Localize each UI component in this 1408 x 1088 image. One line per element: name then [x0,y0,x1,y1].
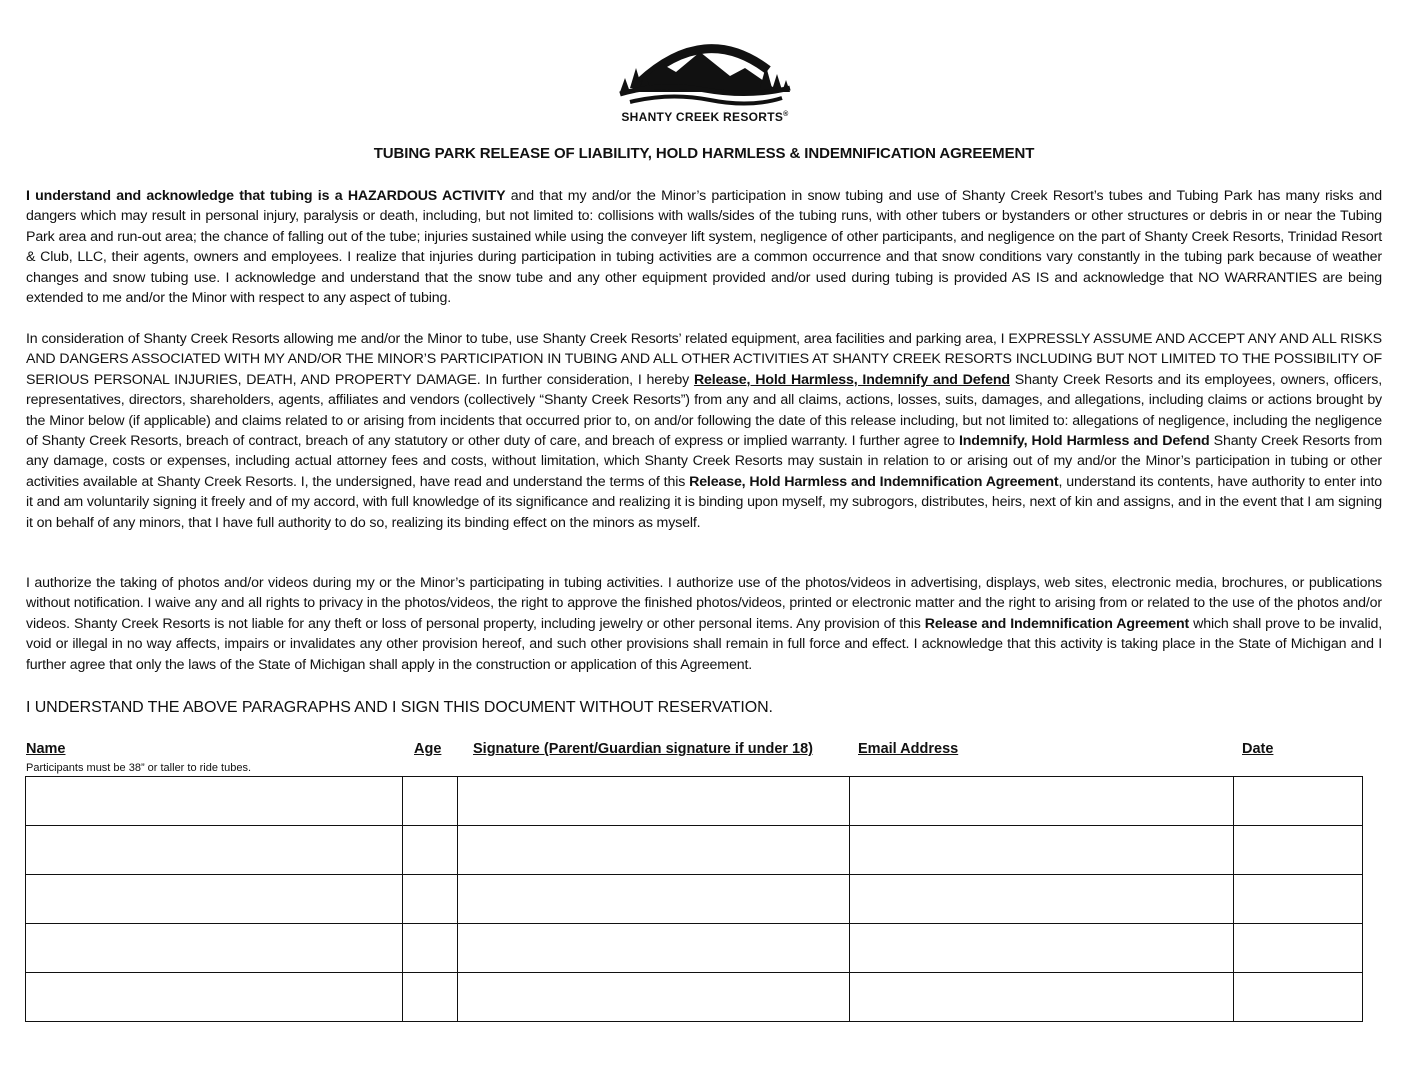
name-cell[interactable] [26,973,403,1022]
column-header-signature: Signature (Parent/Guardian signature if under 18) [473,741,814,757]
signature-cell[interactable] [457,875,850,924]
agreement-name-bold: Release, Hold Harmless and Indemnification Agreement [689,473,1059,490]
date-cell[interactable] [1234,875,1363,924]
document-title: TUBING PARK RELEASE OF LIABILITY, HOLD HARMLESS & INDEMNIFICATION AGREEMENT [373,145,1035,162]
date-cell[interactable] [1234,777,1363,826]
indemnify-bold: Indemnify, Hold Harmless and Defend [959,433,1210,450]
email-cell[interactable] [850,777,1234,826]
age-cell[interactable] [402,777,457,826]
release-text-3: Shanty Creek Resorts from any damage, costs or expenses, including actual attorney fees and costs, without limitation, which Shanty Creek Resorts may sustain in relation to or arising out of my and/or the Minor’s participation in tubing or other activities available at Shanty Creek Resorts. I, the undersigned, have read and understand the terms of this [26,433,1383,490]
agreement-bold: Release and Indemnification Agreement [924,615,1190,632]
signature-row [26,777,1363,826]
column-header-date: Date [1242,741,1274,757]
email-cell[interactable] [850,973,1234,1022]
photo-paragraph [26,573,1382,675]
logo-wordmark: SHANTY CREEK RESORTS® [621,110,789,124]
mountain-logo-icon [600,30,810,110]
column-header-age: Age [414,741,442,757]
shanty-creek-logo [600,30,810,130]
hazard-body: and that my and/or the Minor’s participation in snow tubing and use of Shanty Creek Resort’s tubes and Tubing Park has many risks and dangers which may result in personal injury, paralysis or death, including, but not limited to: collisions with walls/sides of the tubing runs, with other tubers or bystanders or other structures or debris in or near the Tubing Park area and run-out area; the chance of falling out of the tube; injuries sustained while using the conveyer lift system, negligence of other participants, and negligence on the part of Shanty Creek Resorts, Trinidad Resort & Club, LLC, their agents, owners and employees. I realize that injuries during participation in tubing activities are a common occurrence and that snow conditions vary constantly in the tubing park because of weather changes and snow tubing use. I acknowledge and understand that the snow tube and any other equipment provided and/or used during tubing is provided AS IS and acknowledge that NO WARRANTIES are being extended to me and/or the Minor with respect to any aspect of tubing. [26,188,1382,307]
age-cell[interactable] [402,924,457,973]
name-cell[interactable] [26,777,403,826]
photo-text-1: I authorize the taking of photos and/or videos during my or the Minor’s participating in tubing activities. I authorize use of the photos/videos in advertising, displays, web sites, electronic media, brochures, or publications without notification. I waive any and all rights to privacy in the photos/videos, the right to approve the finished photos/videos, printed or electronic matter and the right to arising from or related to the use of the photos and/or videos. Shanty Creek Resorts is not liable for any theft or loss of personal property, including jewelry or other personal items. Any provision of this [26,575,1382,632]
signature-row [26,973,1363,1022]
height-requirement-note: Participants must be 38” or taller to ride tubes. [26,762,251,774]
column-header-email: Email Address [858,741,959,757]
age-cell[interactable] [402,973,457,1022]
signature-table [25,776,1363,1022]
age-cell[interactable] [402,875,457,924]
signature-cell[interactable] [457,924,850,973]
signature-row [26,924,1363,973]
signature-row [26,826,1363,875]
name-cell[interactable] [26,875,403,924]
release-underlined: Release, Hold Harmless, Indemnify and Defend [693,371,1010,388]
photo-text-2: which shall prove to be invalid, void or illegal in no way affects, impairs or invalidates any other provision hereof, and such other provisions shall remain in full force and effect. I acknowledge that this activity is taking place in the State of Michigan and I further agree that only the laws of the State of Michigan shall apply in the construction or application of this Agreement. [26,615,1382,673]
release-paragraph [26,329,1382,533]
signature-row [26,875,1363,924]
release-text-4: , understand its contents, have authority to enter into it and am voluntarily signing it freely and of my accord, with full knowledge of its significance and realizing it is binding upon myself, my subrogors, distributes, heirs, next of kin and assigns, and in the event that I am signing it on behalf of any minors, that I have full authority to do so, realizing its binding effect on the minors as myself. [26,473,1382,531]
email-cell[interactable] [850,875,1234,924]
age-cell[interactable] [402,826,457,875]
name-cell[interactable] [26,826,403,875]
column-header-name: Name [26,741,66,757]
hazard-paragraph [26,186,1382,308]
date-cell[interactable] [1234,973,1363,1022]
date-cell[interactable] [1234,924,1363,973]
signature-cell[interactable] [457,777,850,826]
release-text-1: In consideration of Shanty Creek Resorts allowing me and/or the Minor to tube, use Shanty Creek Resorts’ related equipment, area facilities and parking area, I EXPRESSLY ASSUME AND ACCEPT ANY AND ALL RISKS AND DANGERS ASSOCIATED WITH MY AND/OR THE MINOR’S PARTICIPATION IN TUBING AND ALL OTHER ACTIVITIES AT SHANTY CREEK RESORTS INCLUDING BUT NOT LIMITED TO THE POSSIBILITY OF SERIOUS PERSONAL INJURIES, DEATH, AND PROPERTY DAMAGE. In further consideration, I hereby [26,331,1382,388]
release-text-2: Shanty Creek Resorts and its employees, owners, officers, representatives, directors, shareholders, agents, affiliates and vendors (collectively “Shanty Creek Resorts”) from any and all claims, actions, losses, suits, damages, and allegations, including claims or actions brought by the Minor below (if applicable) and claims related to or arising from incidents that occurred prior to, on and/or following the date of this release including, but not limited to: allegations of negligence, including the negligence of Shanty Creek Resorts, breach of contract, breach of any statutory or other duty of care, and breach of express or implied warranty. I further agree to [26,371,1382,450]
hazard-lead: I understand and acknowledge that tubing is a HAZARDOUS ACTIVITY [26,188,506,204]
signature-cell[interactable] [457,973,850,1022]
email-cell[interactable] [850,826,1234,875]
email-cell[interactable] [850,924,1234,973]
date-cell[interactable] [1234,826,1363,875]
acknowledgement-statement: I UNDERSTAND THE ABOVE PARAGRAPHS AND I SIGN THIS DOCUMENT WITHOUT RESERVATION. [26,699,773,716]
name-cell[interactable] [26,924,403,973]
signature-cell[interactable] [457,826,850,875]
